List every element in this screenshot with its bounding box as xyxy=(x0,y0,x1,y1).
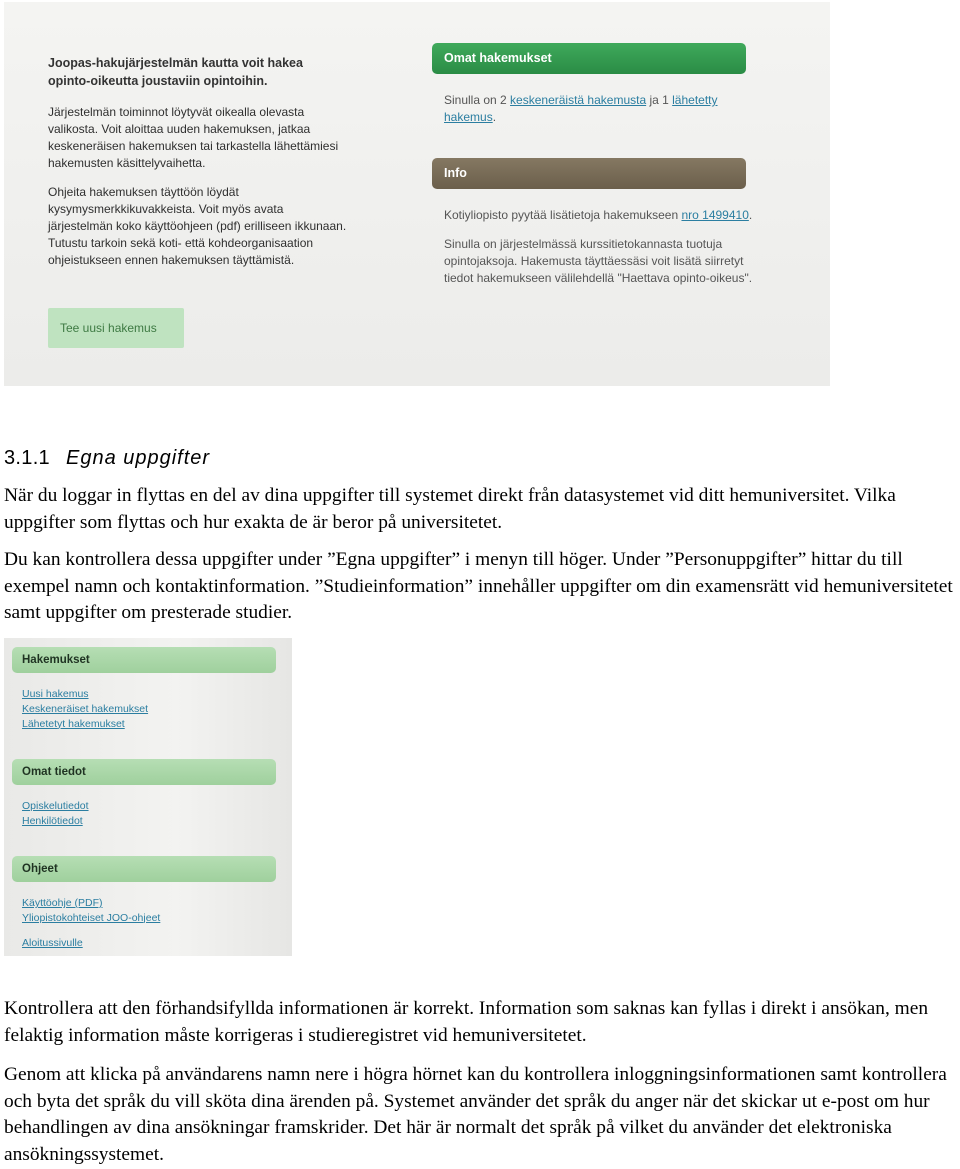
intro-headline: Joopas-hakujärjestelmän kautta voit hakea opinto-oikeutta joustaviin opintoihin. xyxy=(48,56,303,88)
intro-column xyxy=(48,54,348,281)
unfinished-applications-link[interactable]: keskeneräistä hakemusta xyxy=(510,93,647,107)
menu-home-link-wrap xyxy=(22,936,83,951)
my-applications-header: Omat hakemukset xyxy=(432,43,746,74)
paragraph-2: Du kan kontrollera dessa uppgifter under ”Egna uppgifter” i menyn till höger. Under ”Personuppgifter” hittar du till exempel namn och kontaktinformation. ”Studieinformation” innehåller uppgifter om din examensrätt vid hemuniversitetet samt uppgifter om presterade studier. xyxy=(4,549,953,623)
section-number: 3.1.1 xyxy=(4,447,50,469)
paragraph-4: Genom att klicka på användarens namn nere i högra hörnet kan du kontrollera inloggningsinformationen samt kontrollera och byta det språk du vill sköta dina ärenden på. Systemet använder det språk du anger när det skickar ut e-post om hur behandlingen av dina ansökningar framskrider. Det här är normalt det språk på vilket du använder det elektroniska ansökningssystemet. xyxy=(4,1064,947,1165)
menu-link-unfinished-applications[interactable]: Keskeneräiset hakemukset xyxy=(22,702,149,715)
menu-header-applications: Hakemukset xyxy=(12,647,276,673)
paragraph-3: Kontrollera att den förhandsifyllda informationen är korrekt. Information som saknas kan fyllas i direkt i ansökan, men felaktig information måste korrigeras i studieregistret vid hemuniversitetet. xyxy=(4,998,929,1046)
menu-links-applications xyxy=(22,687,148,731)
intro-paragraph-2: Ohjeita hakemuksen täyttöön löydät kysymysmerkkikuvakkeista. Voit myös avata järjestelmän koko käyttöohjeen (pdf) erilliseen ikkunaan. Tutustu tarkoin sekä koti- että kohdeorganisaation ohjeistukseen ennen hakemuksen täyttämistä. xyxy=(48,185,347,267)
menu-link-sent-applications[interactable]: Lähetetyt hakemukset xyxy=(22,717,125,730)
menu-link-university-instructions[interactable]: Yliopistokohteiset JOO-ohjeet xyxy=(22,911,161,924)
menu-link-study-info[interactable]: Opiskelutiedot xyxy=(22,800,89,812)
menu-header-instructions: Ohjeet xyxy=(12,856,276,882)
screenshot-sidebar-menu xyxy=(4,638,292,956)
info-paragraph-2: Sinulla on järjestelmässä kurssitietokannasta tuotuja opintojaksoja. Hakemusta täyttäessäsi voit lisätä siirretyt tiedot hakemukseen välilehdellä "Haettava opinto-oikeus". xyxy=(444,237,753,285)
intro-paragraph-1: Järjestelmän toiminnot löytyvät oikealla olevasta valikosta. Voit aloittaa uuden hakemuksen, jatkaa keskeneräisen hakemuksen tai tarkastella lähettämiesi hakemusten käsittelyvaihetta. xyxy=(48,105,339,170)
section-heading xyxy=(4,444,210,470)
screenshot-joopas-home xyxy=(4,2,830,386)
menu-link-user-guide-pdf[interactable]: Käyttöohje (PDF) xyxy=(22,897,103,909)
paragraph-1: När du loggar in flyttas en del av dina uppgifter till systemet direkt från datasystemet vid ditt hemuniversitet. Vilka uppgifter som flyttas och hur exakta de är beror på universitetet. xyxy=(4,485,896,533)
menu-links-instructions xyxy=(22,896,160,926)
application-number-link[interactable]: nro 1499410 xyxy=(681,208,749,222)
new-application-button[interactable]: Tee uusi hakemus xyxy=(48,308,184,348)
sent-applications-link[interactable]: lähetetty hakemus xyxy=(444,93,718,124)
info-text: Kotiyliopisto pyytää lisätietoja hakemukseen nro 1499410. Sinulla on järjestelmässä kurssitietokannasta tuotuja opintojaksoja. Hakemusta täyttäessäsi voit lisätä siirretyt tiedot hakemukseen välilehdellä "Haettava opinto-oikeus". xyxy=(444,208,753,285)
menu-link-new-application[interactable]: Uusi hakemus xyxy=(22,688,89,700)
menu-header-own-info: Omat tiedot xyxy=(12,759,276,785)
info-header: Info xyxy=(432,158,746,189)
menu-links-own-info xyxy=(22,799,89,829)
menu-link-home[interactable]: Aloitussivulle xyxy=(22,937,83,949)
menu-link-personal-info[interactable]: Henkilötiedot xyxy=(22,814,83,827)
section-title: Egna uppgifter xyxy=(65,447,211,469)
my-applications-text: Sinulla on 2 keskeneräistä hakemusta ja 1 lähetetty hakemus. xyxy=(444,93,718,124)
